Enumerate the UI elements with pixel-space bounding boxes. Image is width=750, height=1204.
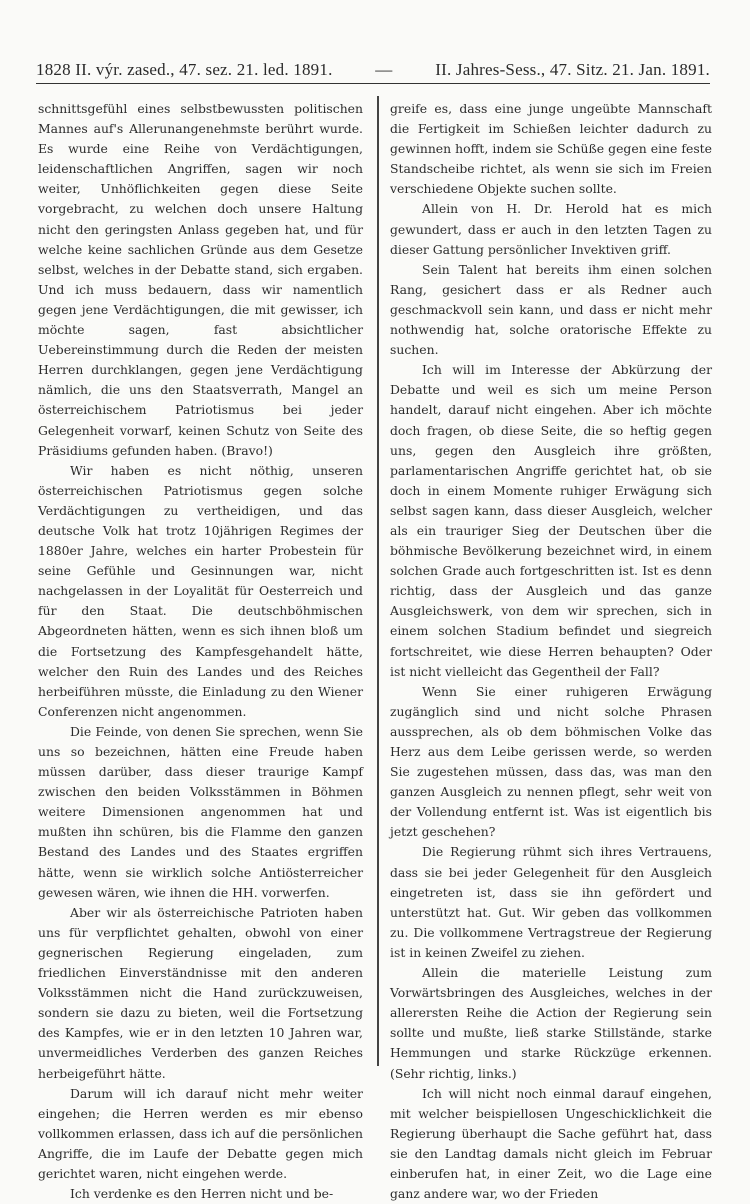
- paragraph: greife es, dass eine junge ungeübte Mannschaft die Fertigkeit im Schießen leichter dadurch zu gewinnen hofft, indem sie Schüße gegen eine feste Standscheibe richtet, als wenn sie sich im Freien verschiedene Objekte suchen sollte.: [390, 101, 712, 197]
- paragraph: Aber wir als österreichische Patrioten haben uns für verpflichtet gehalten, obwohl von einer gegnerischen Regierung eingeladen, zum friedlichen Einverständnisse mit den anderen Volksstämmen nicht die Hand zurückzuweisen, sondern sie dazu zu bieten, weil die Fortsetzung des Kampfes, wie er in den letzten 10 Jahren war, unvermeidliches Verderben des ganzen Reiches herbeigeführt hätte.: [38, 904, 363, 1081]
- paragraph: Ich will im Interesse der Abkürzung der Debatte und weil es sich um meine Person handelt, darauf nicht eingehen. Aber ich möchte doch fragen, ob diese Seite, die so heftig gegen uns, gegen den Ausgleich ihre größten, parlamentarischen Angriffe gerichtet hat, ob sie doch in einem Momente ruhiger Erwägung sich selbst sagen kann, dass dieser Ausgleich, welcher als ein trauriger Sieg der Deutschen über die böhmische Bevölkerung bezeichnet wird, in einem solchen Grade auch fortgeschritten ist. Ist es denn richtig, dass der Ausgleich und das ganze Ausgleichswerk, von dem wir sprechen, sich in einem solchen Stadium befindet und siegreich fortschreitet, wie diese Herren behaupten? Oder ist nicht vielleicht das Gegentheil der Fall?: [390, 362, 712, 679]
- header-dash: —: [375, 60, 393, 79]
- paragraph: Ich will nicht noch einmal darauf eingehen, mit welcher beispiellosen Ungeschicklichkeit die Regierung überhaupt die Sache geführt hat, dass sie den Landtag damals nicht gleich im Februar einberufen hat, in einer Zeit, wo die Lage eine ganz andere war, wo der Frieden: [390, 1085, 712, 1202]
- paragraph: Ich verdenke es den Herren nicht und be-: [70, 1186, 334, 1202]
- paragraph: Die Feinde, von denen Sie sprechen, wenn Sie uns so bezeichnen, hätten eine Freude haben müssen darüber, dass dieser traurige Kampf zwischen den beiden Volksstämmen in Böhmen weitere Dimensionen angenommen hat und mußten ihn schüren, bis die Flamme den ganzen Bestand des Landes und des Staates ergriffen hätte, wenn sie wirklich solche Antiösterreicher gewesen wären, wie ihnen die HH. vorwerfen.: [38, 723, 363, 900]
- left-column: [38, 99, 363, 1204]
- paragraph: Allein die materielle Leistung zum Vorwärtsbringen des Ausgleiches, welches in der allerersten Reihe die Action der Regierung sein sollte und mußte, ließ starke Stillstände, starke Hemmungen und starke Rückzüge erkennen. (Sehr richtig, links.): [390, 965, 712, 1081]
- paragraph: Sein Talent hat bereits ihm einen solchen Rang, gesichert dass er als Redner auch geschmackvoll sein kann, und dass er nicht mehr nothwendig hat, solche oratorische Effekte zu suchen.: [390, 261, 712, 358]
- paragraph: Allein von H. Dr. Herold hat es mich gewundert, dass er auch in den letzten Tagen zu dieser Gattung persönlicher Invektiven griff.: [390, 201, 712, 257]
- column-divider: [377, 96, 379, 1066]
- right-column: [390, 99, 712, 1204]
- paragraph: Wenn Sie einer ruhigeren Erwägung zugänglich sind und nicht solche Phrasen aussprechen, als ob dem böhmischen Volke das Herz aus dem Leibe gerissen werde, so werden Sie zugestehen müssen, dass das, was man den ganzen Ausgleich zu nennen pflegt, sehr weit von der Vollendung entfernt ist. Was ist eigentlich bis jetzt geschehen?: [390, 683, 712, 840]
- paragraph: schnittsgefühl eines selbstbewussten politischen Mannes auf's Allerunangenehmste berührt wurde. Es wurde eine Reihe von Verdächtigungen, leidenschaftlichen Angriffen, sagen wir noch weiter, Unhöflichkeiten gegen diese Seite vorgebracht, zu welchen doch unsere Haltung nicht den geringsten Anlass gegeben hat, und für welche keine sachlichen Gründe aus dem Gesetze selbst, welches in der Debatte stand, sich ergaben. Und ich muss bedauern, dass wir namentlich gegen jene Verdächtigungen, die mit gewisser, ich möchte sagen, fast absichtlicher Uebereinstimmung durch die Reden der meisten Herren durchklangen, gegen jene Verdächtigung nämlich, die uns den Staatsverrath, Mangel an österreichischem Patriotismus bei jeder Gelegenheit vorwarf, keinen Schutz von Seite des Präsidiums gefunden haben. (Bravo!): [38, 101, 363, 458]
- paragraph: Darum will ich darauf nicht mehr weiter eingehen; die Herren werden es mir ebenso vollkommen erlassen, dass ich auf die persönlichen Angriffe, die im Laufe der Debatte gegen mich gerichtet waren, nicht eingehen werde.: [38, 1085, 363, 1181]
- header-czech: 1828 II. výr. zased., 47. sez. 21. led. 1891.: [36, 60, 333, 79]
- paragraph: Wir haben es nicht nöthig, unseren österreichischen Patriotismus gegen solche Verdächtigungen zu vertheidigen, und das deutsche Volk hat trotz 10jährigen Regimes der 1880er Jahre, welches ein harter Probestein für seine Gefühle und Gesinnungen war, nicht nachgelassen in der Loyalität für Oesterreich und für den Staat. Die deutschböhmischen Abgeordneten hätten, wenn es sich ihnen bloß um die Fortsetzung des Kampfesgehandelt hätte, welcher den Ruin des Landes und des Reiches herbeiführen müsste, die Einladung zu den Wiener Conferenzen nicht angenommen.: [38, 462, 363, 719]
- paragraph: Die Regierung rühmt sich ihres Vertrauens, dass sie bei jeder Gelegenheit für den Ausgleich eingetreten ist, dass sie ihn gefördert und unterstützt hat. Gut. Wir geben das vollkommen zu. Die vollkommene Vertragstreue der Regierung ist in keinen Zweifel zu ziehen.: [390, 844, 712, 960]
- header-german: II. Jahres-Sess., 47. Sitz. 21. Jan. 1891.: [435, 60, 710, 79]
- running-header: [36, 60, 710, 84]
